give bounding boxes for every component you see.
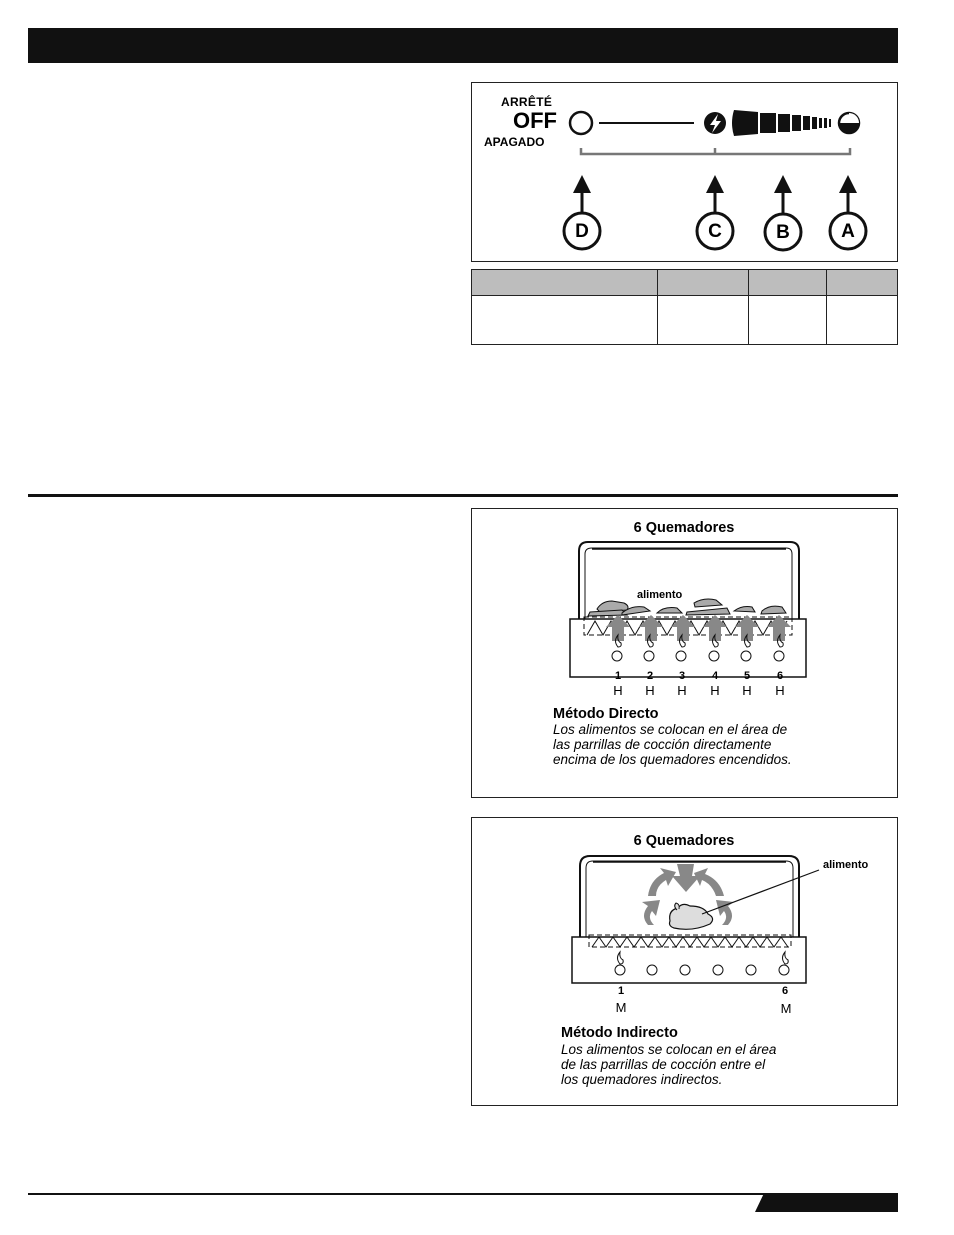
- burner-setting: H: [775, 683, 785, 698]
- table-header-cell: [658, 270, 749, 296]
- marker-c: C: [708, 221, 722, 242]
- footer-tab: [755, 1194, 898, 1212]
- flame-scale-high: [732, 110, 758, 136]
- direct-method-description: [553, 722, 853, 767]
- description-line: los quemadores indirectos.: [561, 1072, 723, 1087]
- off-label-en: OFF: [513, 108, 557, 133]
- table-cell: [658, 296, 749, 345]
- header-bar: [28, 28, 898, 63]
- burner-number: 1: [614, 670, 622, 682]
- off-label-es: APAGADO: [484, 135, 545, 149]
- indirect-title: 6 Quemadores: [633, 833, 735, 849]
- off-label-fr: ARRÊTÉ: [501, 95, 553, 109]
- marker-a: A: [841, 221, 855, 242]
- marker-b: B: [776, 222, 790, 243]
- table-cell: [827, 296, 898, 345]
- indirect-method-description: [561, 1042, 861, 1087]
- burner-number: 6: [776, 670, 784, 682]
- direct-method-diagram: [471, 508, 898, 798]
- burner-number-right: 6: [781, 985, 789, 997]
- burner-number: 2: [646, 670, 654, 682]
- table-row: [472, 296, 898, 345]
- description-line: de las parrillas de cocción entre el: [561, 1057, 766, 1072]
- burner-setting-right: M: [780, 1001, 792, 1016]
- knob-diagram: [471, 82, 898, 262]
- marker-d: D: [575, 221, 589, 242]
- burner-setting: H: [613, 683, 623, 698]
- table-cell: [749, 296, 827, 345]
- indirect-method-title: Método Indirecto: [561, 1025, 678, 1041]
- direct-food-label: alimento: [637, 589, 683, 601]
- burner-number-left: 1: [617, 985, 625, 997]
- indirect-method-diagram: [471, 817, 898, 1106]
- burner-setting: H: [677, 683, 687, 698]
- burner-number: 4: [711, 670, 719, 682]
- burner-setting-left: M: [615, 1000, 627, 1015]
- burner-number: 5: [743, 670, 751, 682]
- section-divider: [28, 494, 898, 497]
- setting-table: [471, 269, 898, 345]
- direct-title: 6 Quemadores: [633, 520, 735, 536]
- description-line: Los alimentos se colocan en el área: [561, 1042, 777, 1057]
- table-header-cell: [827, 270, 898, 296]
- off-position-icon: [570, 112, 592, 134]
- description-line: encima de los quemadores encendidos.: [553, 752, 792, 767]
- table-cell: [472, 296, 658, 345]
- direct-method-title: Método Directo: [553, 706, 659, 722]
- grill-indirect-graphic: [472, 818, 896, 1018]
- burner-setting: H: [742, 683, 752, 698]
- indirect-food-label: alimento: [823, 859, 869, 871]
- table-header-row: [472, 270, 898, 296]
- burner-number: 3: [678, 670, 686, 682]
- table-header-cell: [749, 270, 827, 296]
- description-line: Los alimentos se colocan en el área de: [553, 722, 788, 737]
- burner-setting: H: [710, 683, 720, 698]
- table-header-cell: [472, 270, 658, 296]
- description-line: las parrillas de cocción directamente: [553, 737, 772, 752]
- burner-setting: H: [645, 683, 655, 698]
